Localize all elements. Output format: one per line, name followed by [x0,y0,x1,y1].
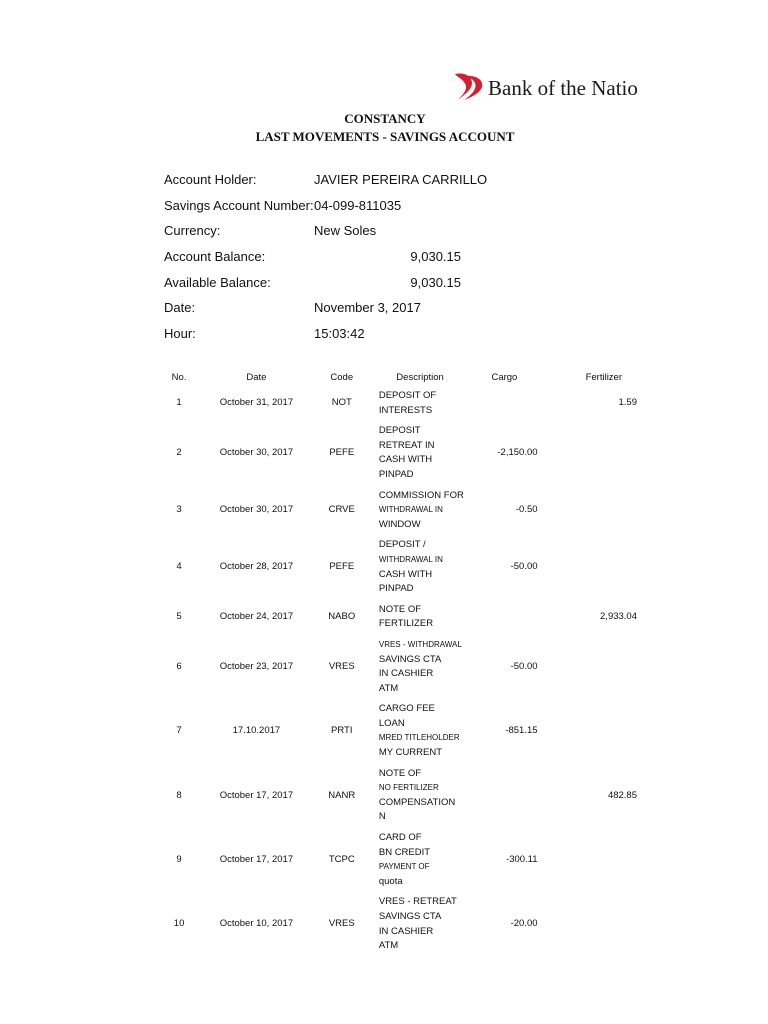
description-line: INTERESTS [378,404,433,416]
row-no: 1 [176,397,182,409]
row-description [369,892,471,956]
currency-label: Currency: [164,223,221,239]
row-description [369,635,471,699]
table-row [160,699,640,763]
description-line: SAVINGS CTA [378,653,442,665]
table-row [160,828,640,892]
row-cargo: -2,150.00 [497,447,538,459]
page-subtitle: LAST MOVEMENTS - SAVINGS ACCOUNT [255,129,515,144]
table-row [160,421,640,485]
row-description [369,486,471,536]
row-no: 6 [176,660,182,672]
description-line: CASH WITH [378,568,433,580]
description-line: DEPOSIT / [378,539,426,551]
available-balance-value: 9,030.15 [410,274,461,290]
row-no: 10 [173,918,185,930]
row-date: October 31, 2017 [219,397,294,409]
row-cargo [471,764,537,828]
row-fertilizer [538,699,640,763]
row-date: October 17, 2017 [219,853,294,865]
row-code: PRTI [331,725,353,737]
table-row [160,486,640,536]
table-header-row [160,368,640,386]
description-line: ATM [378,940,399,952]
description-line: NOTE OF [378,603,422,615]
description-line: WINDOW [378,518,421,530]
row-description [369,535,471,599]
hour-label: Hour: [164,326,196,342]
account-number-label: Savings Account Number: [164,197,314,213]
table-row [160,764,640,828]
description-line: COMMISSION FOR [378,489,464,501]
row-fertilizer [538,535,640,599]
table-row [160,600,640,635]
description-line: PAYMENT OF [378,862,430,872]
row-date: October 30, 2017 [219,504,294,516]
description-line: COMPENSATION [378,796,456,808]
description-line: ATM [378,682,399,694]
row-fertilizer: 2,933.04 [600,611,637,623]
bank-logo [452,70,640,106]
description-line: PINPAD [378,583,414,595]
row-description [369,600,471,635]
header-fertilizer: Fertilizer [585,371,622,383]
row-cargo: -50.00 [510,660,538,672]
table-row [160,892,640,956]
row-code: CRVE [328,504,355,516]
description-line: CARD OF [378,832,422,844]
description-line: MY CURRENT [378,747,443,759]
row-cargo: -20.00 [510,918,538,930]
date-value: November 3, 2017 [314,300,421,316]
header-cargo: Cargo [491,371,518,383]
row-cargo: -50.00 [510,561,538,573]
table-row [160,635,640,699]
description-line: quota [378,875,403,887]
description-line: IN CASHIER [378,925,434,937]
row-fertilizer [538,486,640,536]
row-no: 2 [176,447,182,459]
row-cargo: -0.50 [515,504,538,516]
row-date: October 10, 2017 [219,918,294,930]
row-cargo [471,386,537,421]
row-description [369,828,471,892]
currency-value: New Soles [314,223,377,239]
bank-name: Bank of the Natio [488,76,638,100]
description-line: LOAN [378,717,405,729]
description-line: NOTE OF [378,767,422,779]
account-holder-label: Account Holder: [164,172,257,187]
account-holder-value: JAVIER PEREIRA CARRILLO [314,172,488,187]
description-line: DEPOSIT [378,425,421,437]
description-line: WITHDRAWAL IN [378,554,443,564]
description-line: RETREAT IN [378,439,435,451]
row-code: PEFE [329,561,355,573]
row-no: 5 [176,611,182,623]
row-no: 3 [176,504,182,516]
description-line: PINPAD [378,468,414,480]
row-fertilizer [538,892,640,956]
row-no: 9 [176,853,182,865]
account-number-value: 04-099-811035 [314,197,402,213]
page-title: CONSTANCY [344,111,426,126]
description-line: CARGO FEE [378,703,435,715]
row-description [369,699,471,763]
row-code: TCPC [328,853,355,865]
description-line: CASH WITH [378,454,433,466]
header-description: Description [396,371,444,383]
row-code: VRES [328,918,355,930]
row-fertilizer [538,828,640,892]
available-balance-label: Available Balance: [164,274,271,290]
description-line: FERTILIZER [378,618,434,630]
row-code: VRES [328,660,355,672]
row-code: NOT [331,397,352,409]
row-code: NABO [328,611,356,623]
row-description [369,764,471,828]
row-date: October 24, 2017 [219,611,294,623]
row-no: 8 [176,789,182,801]
row-date: October 28, 2017 [219,561,294,573]
header-code: Code [330,371,354,383]
row-date: October 17, 2017 [219,789,294,801]
row-code: NANR [328,789,356,801]
row-date: October 30, 2017 [219,447,294,459]
row-fertilizer: 1.59 [618,397,637,409]
row-date: October 23, 2017 [219,660,294,672]
row-fertilizer: 482.85 [607,789,637,801]
header-no: No. [171,371,187,383]
row-date: 17.10.2017 [232,725,281,737]
description-line: SAVINGS CTA [378,911,442,922]
description-line: VRES - WITHDRAWAL [378,639,462,649]
bank-logo-icon [452,72,486,102]
row-no: 7 [176,725,182,737]
date-label: Date: [164,300,196,316]
description-line: WITHDRAWAL IN [378,505,443,515]
row-code: PEFE [329,447,355,459]
row-fertilizer [538,421,640,485]
description-line: BN CREDIT [378,846,431,858]
description-line: IN CASHIER [378,668,434,680]
description-line: MRED TITLEHOLDER [378,733,460,743]
header-date: Date [246,371,267,383]
row-description [369,386,471,421]
description-line: N [378,811,386,823]
row-description [369,421,471,485]
hour-value: 15:03:42 [314,326,365,342]
account-balance-value: 9,030.15 [410,249,461,265]
row-cargo: -851.15 [505,725,538,737]
description-line: NO FERTILIZER [378,783,439,793]
row-cargo [471,600,537,635]
description-line: DEPOSIT OF [378,390,437,401]
row-no: 4 [176,561,182,573]
row-fertilizer [538,635,640,699]
row-cargo: -300.11 [506,853,538,865]
movements-table [160,368,640,957]
table-row [160,386,640,421]
description-line: VRES - RETREAT [378,896,457,908]
account-balance-label: Account Balance: [164,249,266,265]
table-row [160,535,640,599]
